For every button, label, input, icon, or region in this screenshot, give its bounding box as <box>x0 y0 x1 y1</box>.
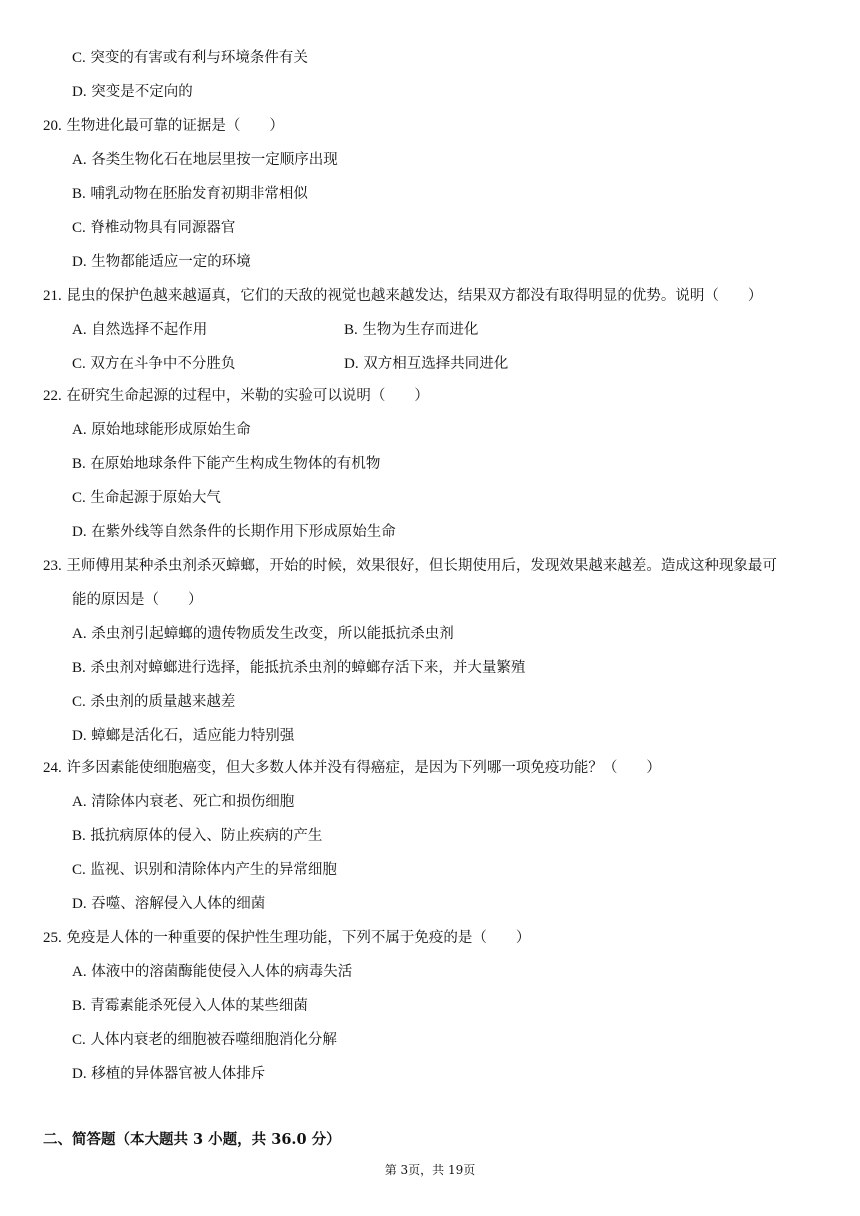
option-text: 移植的异体器官被人体排斥 <box>91 1066 266 1082</box>
option-text: 青霉素能杀死侵入人体的某些细菌 <box>90 998 308 1014</box>
question-number: 25. <box>43 930 62 946</box>
question-text: 能的原因是（ ） <box>72 592 203 608</box>
option-letter: D. <box>72 84 87 100</box>
question-text: 在研究生命起源的过程中，米勒的实验可以说明（ ） <box>66 388 429 404</box>
q22-option-c <box>72 488 221 508</box>
question-text: 免疫是人体的一种重要的保护性生理功能，下列不属于免疫的是（ ） <box>66 930 531 946</box>
option-letter: D. <box>72 896 87 912</box>
option-text: 在原始地球条件下能产生构成生物体的有机物 <box>90 456 381 472</box>
option-letter: B. <box>72 998 86 1014</box>
option-text: 各类生物化石在地层里按一定顺序出现 <box>91 152 338 168</box>
option-letter: B. <box>72 456 86 472</box>
option-text: 生命起源于原始大气 <box>90 490 221 506</box>
option-letter: A. <box>72 964 87 980</box>
question-number: 24. <box>43 760 62 776</box>
question-number: 23. <box>43 558 62 574</box>
q21-option-a <box>72 320 207 340</box>
q19-option-d <box>72 82 193 102</box>
q22-option-b <box>72 454 380 474</box>
q24-option-a <box>72 792 294 812</box>
option-text: 生物为生存而进化 <box>362 322 479 338</box>
q20-option-a <box>72 150 338 170</box>
option-letter: A. <box>72 322 87 338</box>
q21-stem <box>43 286 762 306</box>
q21-option-d <box>344 354 508 374</box>
q25-option-b <box>72 996 308 1016</box>
q20-option-b <box>72 184 308 204</box>
option-letter: C. <box>72 220 86 236</box>
option-letter: C. <box>72 862 86 878</box>
option-text: 原始地球能形成原始生命 <box>91 422 251 438</box>
option-letter: D. <box>72 728 87 744</box>
q20-option-d <box>72 252 251 272</box>
option-letter: B. <box>344 322 358 338</box>
option-text: 人体内衰老的细胞被吞噬细胞消化分解 <box>90 1032 337 1048</box>
option-text: 体液中的溶菌酶能使侵入人体的病毒失活 <box>91 964 353 980</box>
option-text: 生物都能适应一定的环境 <box>91 254 251 270</box>
option-text: 清除体内衰老、死亡和损伤细胞 <box>91 794 295 810</box>
option-letter: A. <box>72 626 87 642</box>
q22-option-d <box>72 522 396 542</box>
q21-option-b <box>344 320 478 340</box>
option-letter: A. <box>72 152 87 168</box>
option-text: 哺乳动物在胚胎发育初期非常相似 <box>90 186 308 202</box>
option-letter: D. <box>72 254 87 270</box>
q22-stem <box>43 386 429 406</box>
q25-option-c <box>72 1030 337 1050</box>
option-letter: B. <box>72 660 86 676</box>
q24-option-b <box>72 826 322 846</box>
option-letter: C. <box>72 1032 86 1048</box>
option-letter: B. <box>72 186 86 202</box>
q23-option-a <box>72 624 454 644</box>
q25-option-d <box>72 1064 265 1084</box>
q24-stem <box>43 758 661 778</box>
q25-option-a <box>72 962 352 982</box>
option-text: 监视、识别和清除体内产生的异常细胞 <box>90 862 337 878</box>
q23-stem <box>43 556 777 576</box>
question-text: 昆虫的保护色越来越逼真，它们的天敌的视觉也越来越发达，结果双方都没有取得明显的优势。说明（ ） <box>66 288 763 304</box>
q23-option-c <box>72 692 235 712</box>
option-text: 蟑螂是活化石，适应能力特别强 <box>91 728 295 744</box>
option-letter: D. <box>72 524 87 540</box>
option-letter: A. <box>72 794 87 810</box>
section-heading: 二、简答题（本大题共 3 小题，共 36.0 分） <box>43 1131 341 1148</box>
option-text: 在紫外线等自然条件的长期作用下形成原始生命 <box>91 524 396 540</box>
q20-stem <box>43 116 284 136</box>
page-footer: 第 3页，共 19页 <box>384 1163 476 1177</box>
q21-option-c <box>72 354 235 374</box>
q19-option-c <box>72 48 308 68</box>
option-letter: C. <box>72 50 86 66</box>
question-number: 20. <box>43 118 62 134</box>
option-text: 突变是不定向的 <box>91 84 193 100</box>
option-text: 自然选择不起作用 <box>91 322 208 338</box>
q23-stem-continued <box>72 590 203 610</box>
option-letter: C. <box>72 356 86 372</box>
option-text: 杀虫剂引起蟑螂的遗传物质发生改变，所以能抵抗杀虫剂 <box>91 626 454 642</box>
option-text: 双方相互选择共同进化 <box>363 356 509 372</box>
option-letter: D. <box>344 356 359 372</box>
option-letter: C. <box>72 694 86 710</box>
question-text: 生物进化最可靠的证据是（ ） <box>66 118 284 134</box>
q23-option-b <box>72 658 525 678</box>
option-text: 突变的有害或有利与环境条件有关 <box>90 50 308 66</box>
option-letter: B. <box>72 828 86 844</box>
question-text: 王师傅用某种杀虫剂杀灭蟑螂，开始的时候，效果很好，但长期使用后，发现效果越来越差。造成这种现象最可 <box>66 558 777 574</box>
option-text: 杀虫剂的质量越来越差 <box>90 694 236 710</box>
option-letter: C. <box>72 490 86 506</box>
q22-option-a <box>72 420 251 440</box>
option-letter: A. <box>72 422 87 438</box>
option-text: 双方在斗争中不分胜负 <box>90 356 236 372</box>
option-text: 杀虫剂对蟑螂进行选择，能抵抗杀虫剂的蟑螂存活下来，并大量繁殖 <box>90 660 526 676</box>
option-text: 吞噬、溶解侵入人体的细菌 <box>91 896 266 912</box>
question-number: 22. <box>43 388 62 404</box>
option-text: 抵抗病原体的侵入、防止疾病的产生 <box>90 828 323 844</box>
option-letter: D. <box>72 1066 87 1082</box>
q24-option-c <box>72 860 337 880</box>
question-number: 21. <box>43 288 62 304</box>
q20-option-c <box>72 218 235 238</box>
q24-option-d <box>72 894 265 914</box>
question-text: 许多因素能使细胞癌变，但大多数人体并没有得癌症，是因为下列哪一项免疫功能？（ ） <box>66 760 661 776</box>
option-text: 脊椎动物具有同源器官 <box>90 220 236 236</box>
q23-option-d <box>72 726 294 746</box>
q25-stem <box>43 928 530 948</box>
